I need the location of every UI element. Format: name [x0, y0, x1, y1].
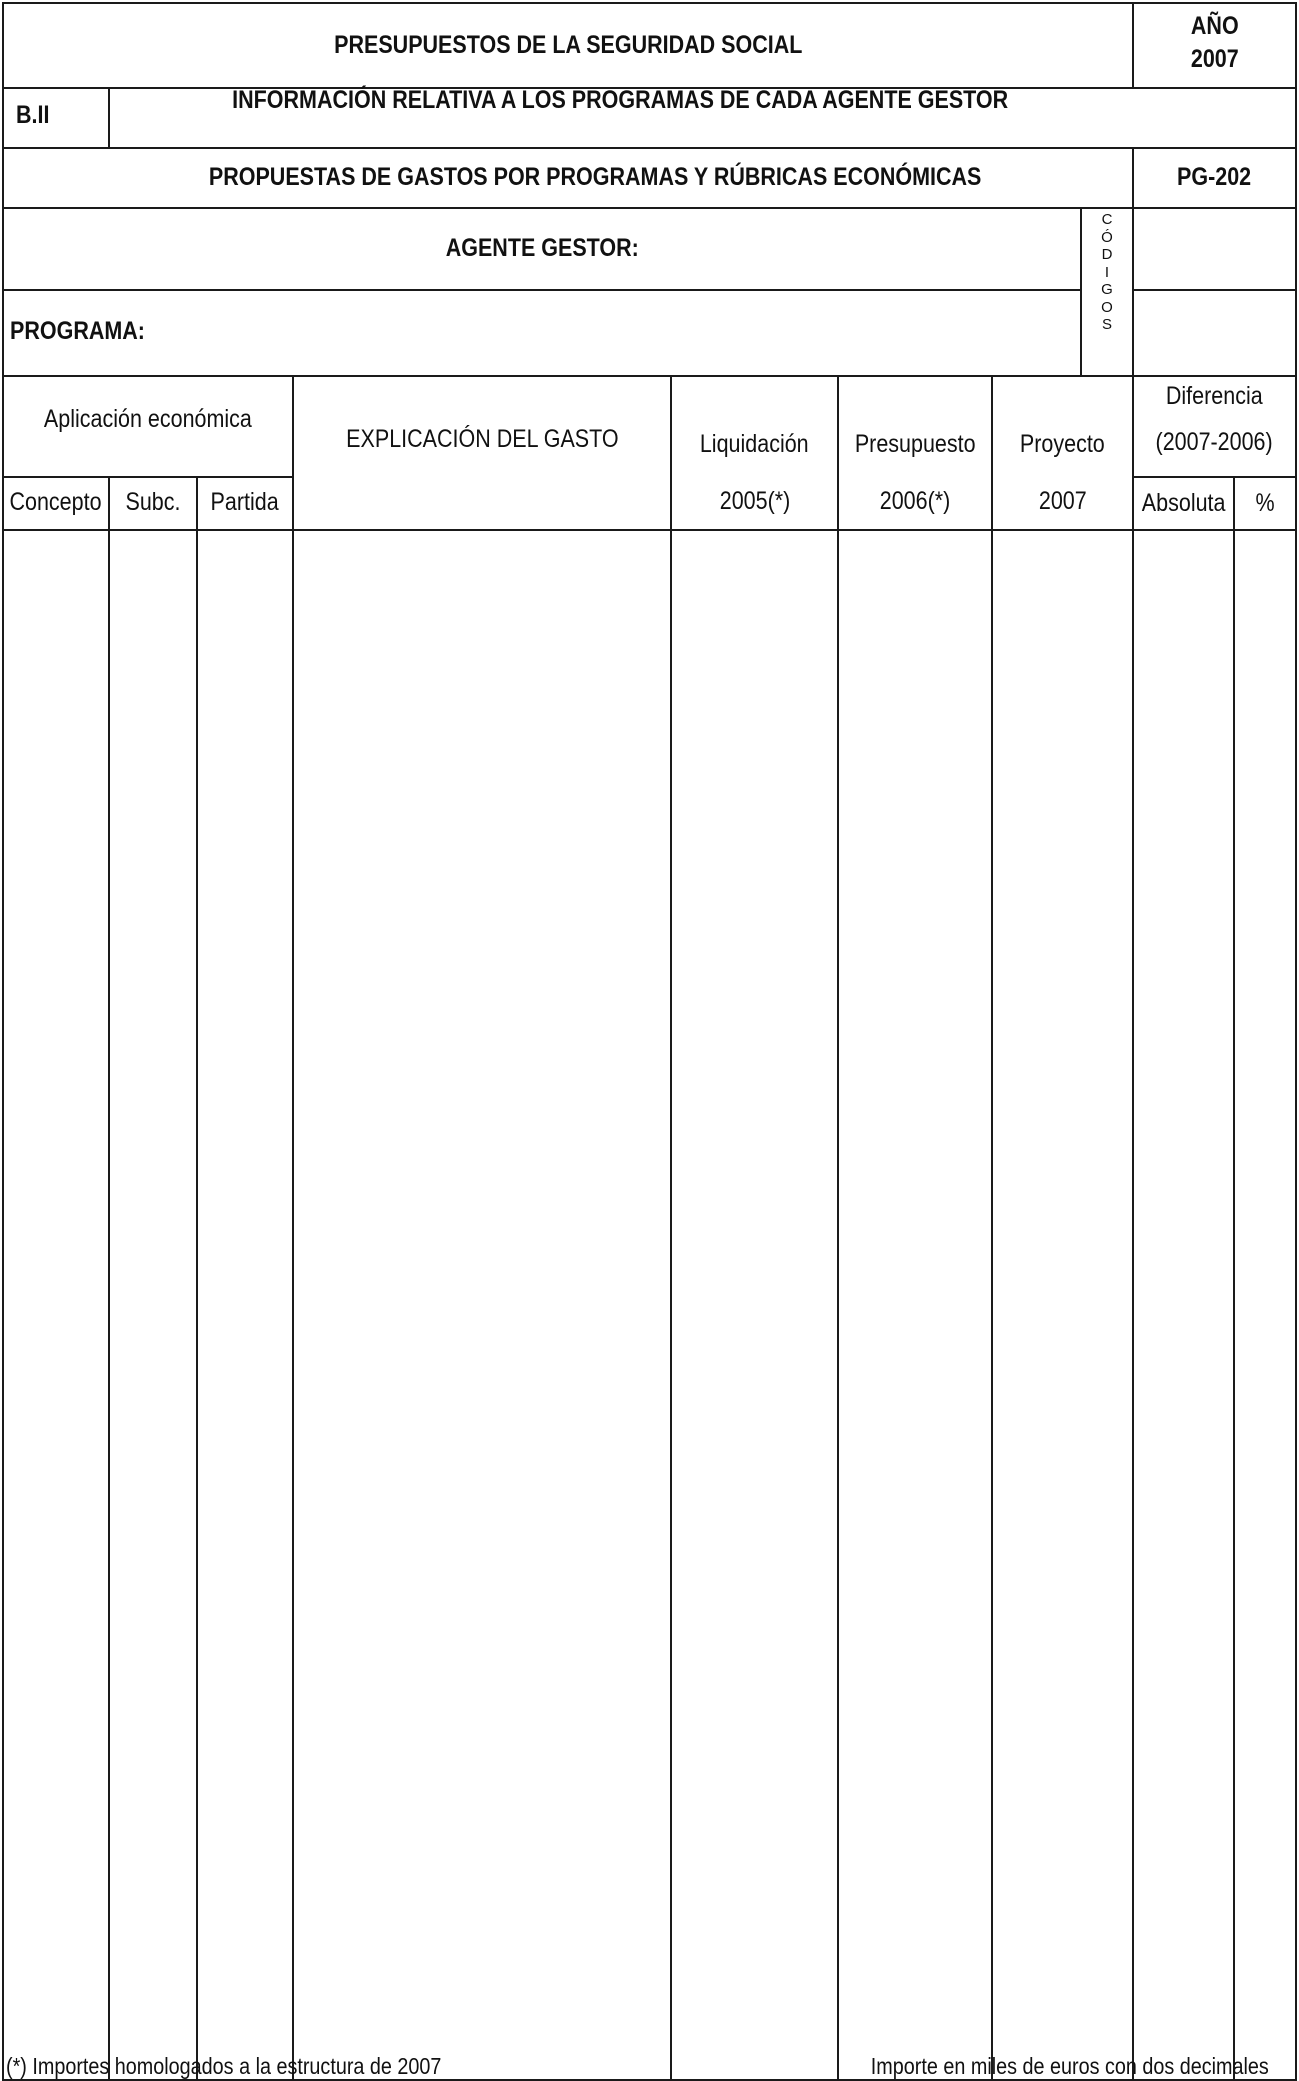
section-title: INFORMACIÓN RELATIVA A LOS PROGRAMAS DE CADA AGENTE GESTOR	[231, 85, 1009, 114]
agent-row	[2, 207, 1297, 377]
codigos-letter: I	[1104, 263, 1110, 281]
year-value: 2007	[1190, 44, 1239, 73]
footer-note-left: (*) Importes homologados a la estructura de 2007	[6, 2053, 442, 2079]
codigos-letter: D	[1101, 246, 1113, 263]
subc-label: Subc.	[125, 488, 181, 516]
diferencia-range: (2007-2006)	[1155, 427, 1274, 456]
form-main-title: PRESUPUESTOS DE LA SEGURIDAD SOCIAL	[333, 31, 803, 59]
codigos-letter: C	[1101, 211, 1113, 228]
codigos-values-block	[1134, 207, 1295, 375]
codigos-letter: G	[1101, 281, 1113, 298]
codigos-letter: Ó	[1101, 228, 1113, 246]
budget-form	[2, 2, 1297, 2054]
presupuesto-year: 2006(*)	[879, 486, 951, 515]
form-code-cell	[1134, 147, 1295, 207]
codigos-letter: S	[1101, 316, 1112, 333]
codigos-letter: O	[1101, 298, 1113, 316]
form-code: PG-202	[1177, 162, 1252, 191]
expenses-table	[2, 375, 1297, 2081]
section-row	[2, 87, 1297, 149]
section-title-cell	[110, 87, 1295, 147]
proyecto-label: Proyecto	[1020, 429, 1105, 458]
partida-label: Partida	[210, 488, 280, 516]
col-proyecto-header	[993, 375, 1132, 529]
section-code-cell	[4, 87, 108, 147]
year-cell	[1134, 4, 1295, 87]
aplicacion-label: Aplicación económica	[44, 405, 252, 433]
col-percent-header	[1235, 478, 1295, 529]
codigos-cell	[1082, 207, 1132, 375]
aplicacion-header	[4, 375, 292, 476]
agente-gestor-label: AGENTE GESTOR:	[445, 233, 639, 262]
col-diferencia-header	[1134, 375, 1295, 476]
col-partida-header	[198, 476, 292, 529]
form-main-title-cell	[4, 4, 1132, 87]
programa-label: PROGRAMA:	[10, 317, 145, 345]
agente-gestor-cell	[4, 207, 1080, 289]
col-subc-header	[110, 476, 196, 529]
year-label: AÑO	[1190, 11, 1239, 40]
title-row	[2, 2, 1297, 89]
col-liquidacion-header	[672, 375, 837, 529]
col-concepto-header	[4, 476, 108, 529]
section-code: B.II	[16, 101, 50, 129]
proyecto-year: 2007	[1038, 486, 1087, 515]
absoluta-label: Absoluta	[1141, 489, 1226, 517]
form-title: PROPUESTAS DE GASTOS POR PROGRAMAS Y RÚBRICAS ECONÓMICAS	[209, 162, 982, 191]
form-title-cell	[4, 147, 1132, 207]
agent-left-block	[4, 207, 1080, 375]
programa-code-field[interactable]	[1134, 291, 1295, 375]
agente-gestor-code-field[interactable]	[1134, 207, 1295, 289]
programa-cell	[4, 291, 1080, 375]
form-title-row	[2, 147, 1297, 209]
col-absoluta-header	[1134, 478, 1233, 529]
table-body-empty[interactable]	[4, 531, 1295, 2079]
col-presupuesto-header	[839, 375, 991, 529]
diferencia-label: Diferencia	[1166, 381, 1263, 410]
codigos-vertical-label	[1082, 211, 1132, 334]
liquidacion-label: Liquidación	[700, 429, 809, 458]
percent-label: %	[1255, 489, 1275, 517]
footer-note-right: Importe en miles de euros con dos decimales	[870, 2053, 1269, 2079]
liquidacion-year: 2005(*)	[719, 486, 790, 515]
concepto-label: Concepto	[9, 488, 103, 516]
presupuesto-label: Presupuesto	[854, 429, 976, 458]
col-explicacion-header	[294, 375, 670, 529]
explicacion-label: EXPLICACIÓN DEL GASTO	[345, 424, 619, 453]
